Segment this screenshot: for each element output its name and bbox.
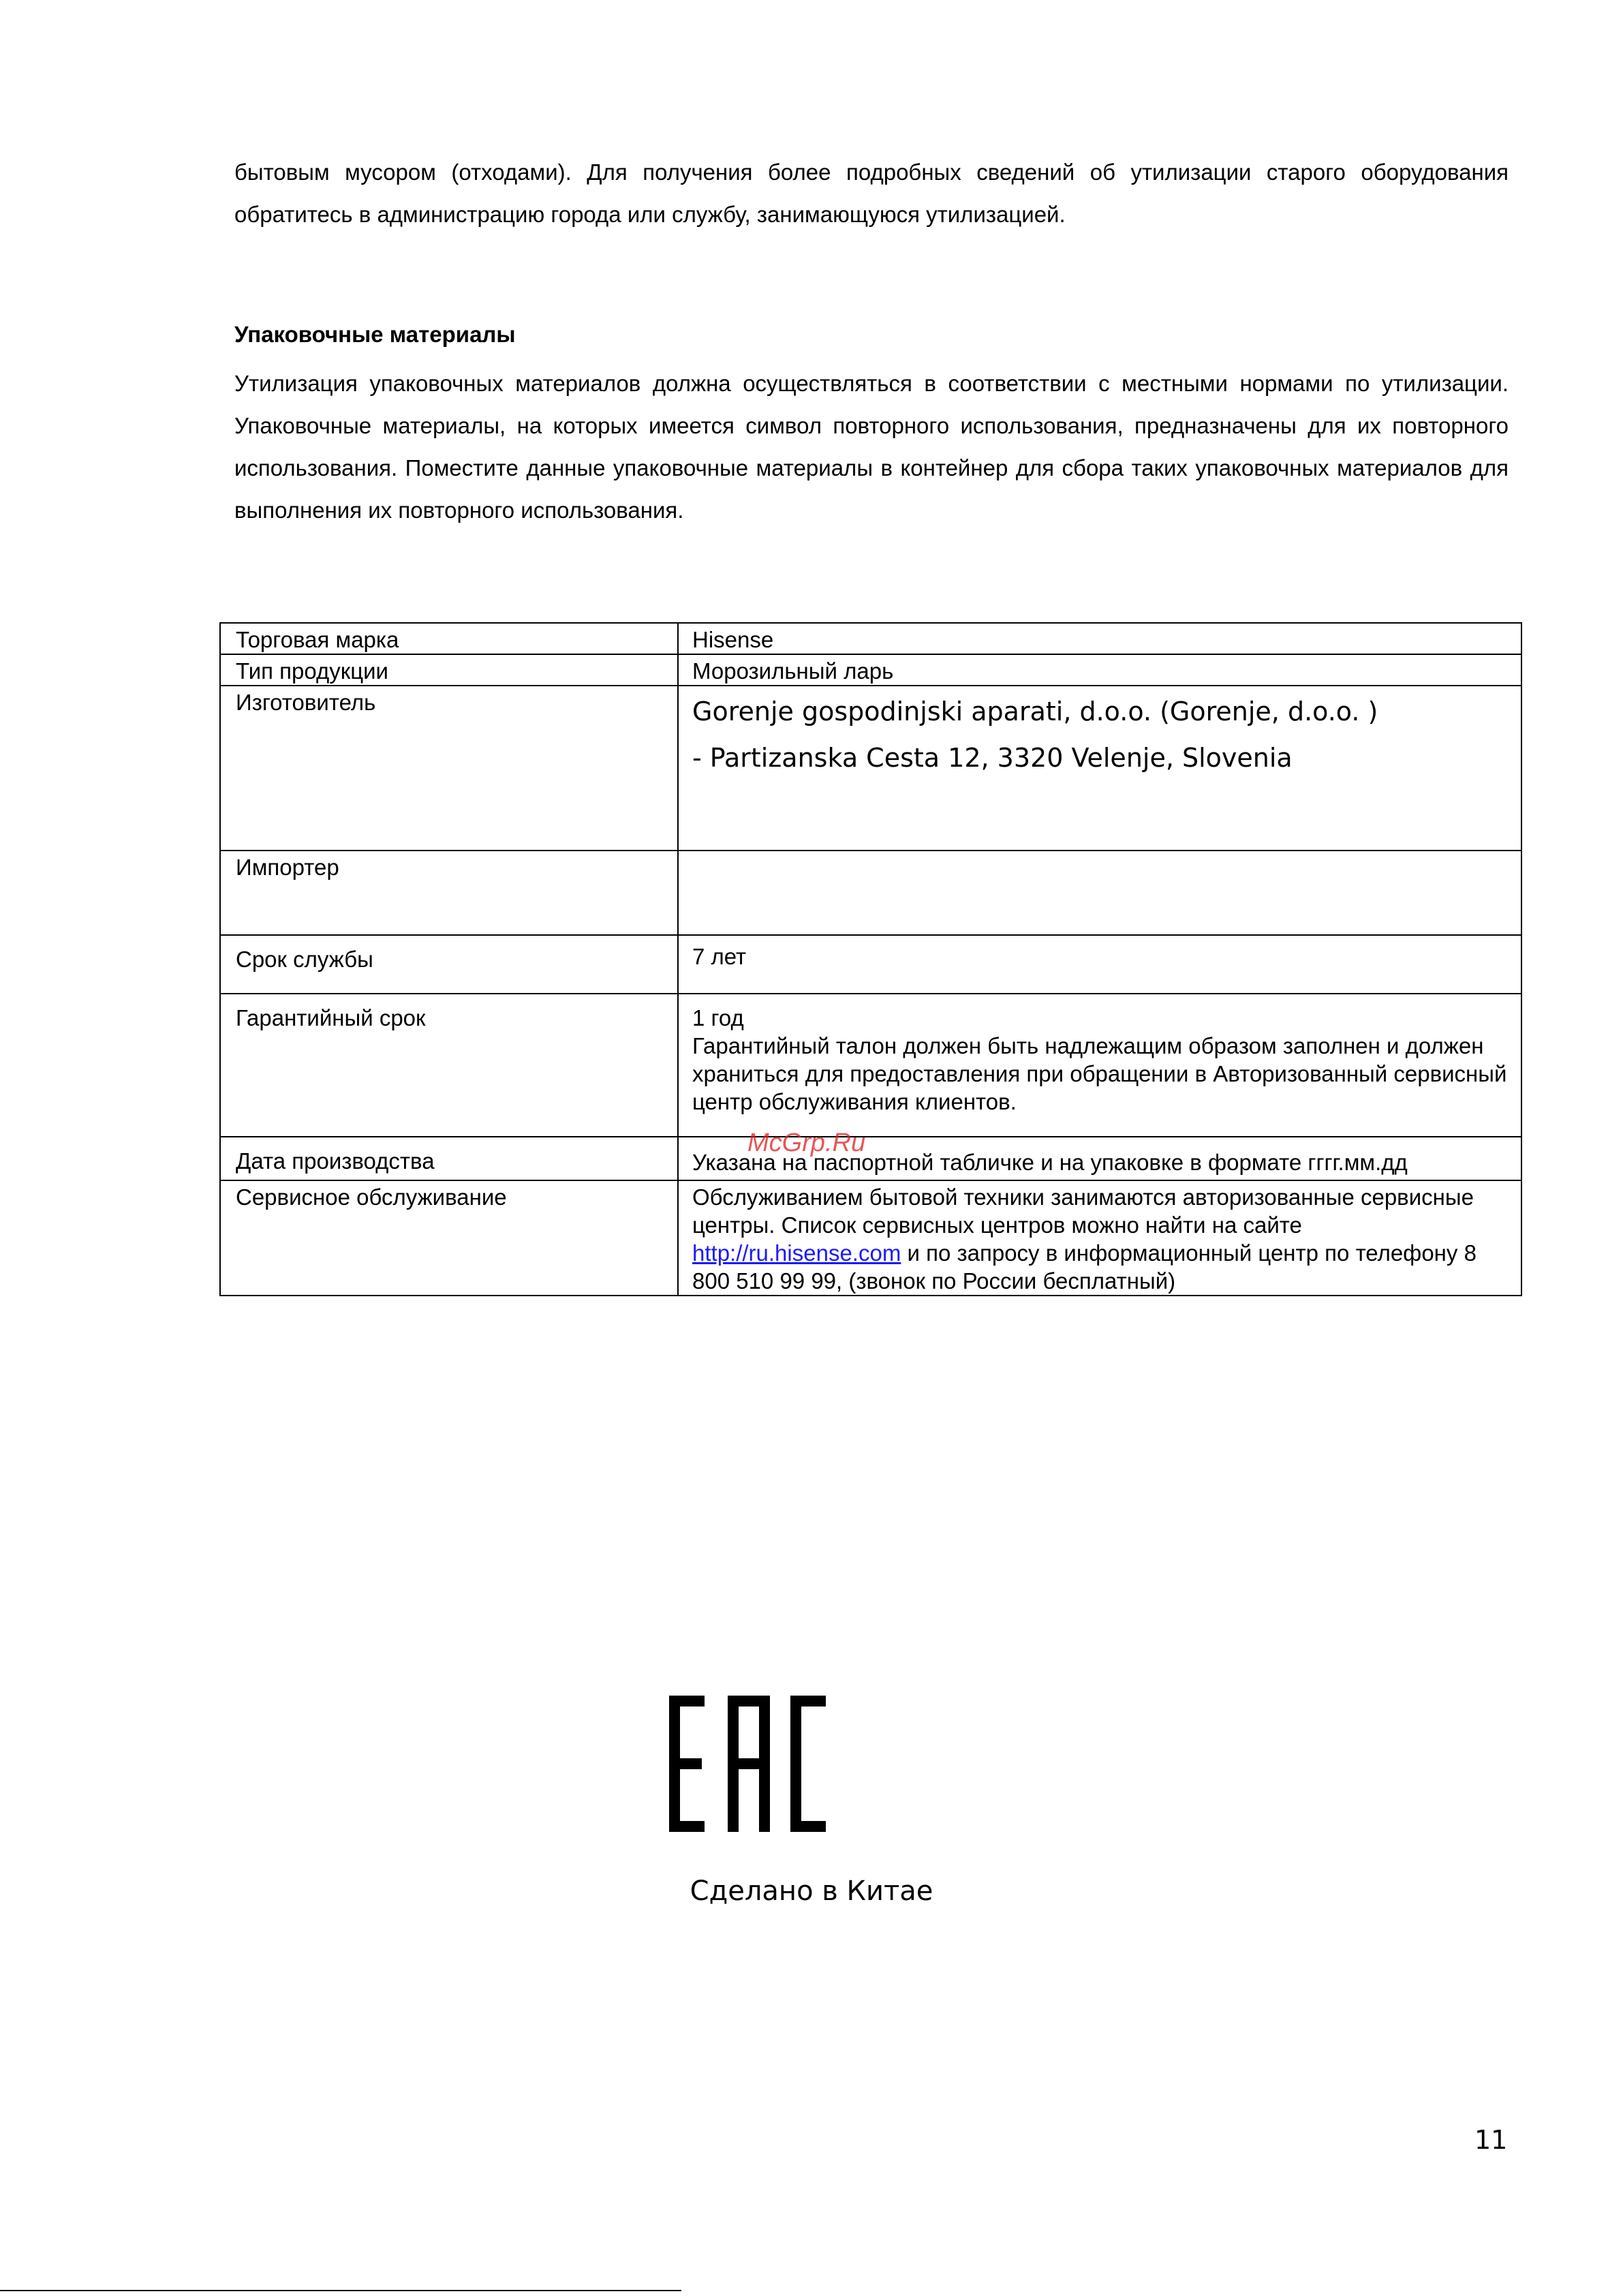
- disposal-paragraph: бытовым мусором (отходами). Для получения более подробных сведений об утилизации старого оборудования обратитесь в администрацию города или службу, занимающуюся утилизацией.: [234, 159, 1509, 227]
- packaging-paragraph: Утилизация упаковочных материалов должна осуществляться в соответствии с местными нормами по утилизации. Упаковочные материалы, на которых имеется символ повторного использования, предназначены для их повторного использования. Поместите данные упаковочные материалы в контейнер для сбора таких упаковочных материалов для выполнения их повторного использования.: [234, 371, 1509, 523]
- packaging-heading: Упаковочные материалы: [234, 322, 516, 347]
- importer-label: Импортер: [220, 851, 678, 935]
- made-in-label: Сделано в Китае: [690, 1876, 933, 1907]
- table-row: [220, 935, 1521, 994]
- type-value: Морозильный ларь: [678, 654, 1521, 686]
- production-date-label: Дата производства: [220, 1137, 678, 1180]
- watermark: McGrp.Ru: [747, 1129, 866, 1157]
- warranty-period: 1 год: [692, 1005, 744, 1030]
- manufacturer-address: - Partizanska Cesta 12, 3320 Velenje, Slovenia: [692, 743, 1293, 773]
- manufacturer-label: Изготовитель: [220, 686, 678, 851]
- table-row: [220, 1180, 1521, 1296]
- warranty-value: [678, 994, 1521, 1137]
- service-text: Обслуживанием бытовой техники занимаются авторизованные сервисные центры. Список сервисных центров можно найти на сайте: [692, 1184, 1474, 1238]
- table-row: [220, 686, 1521, 851]
- service-phone-text: и по запросу в информационный центр по телефону 8 800 510 99 99, (звонок по России бесплатный): [692, 1240, 1477, 1294]
- brand-label: Торговая марка: [220, 623, 678, 654]
- table-row: [220, 851, 1521, 935]
- service-link[interactable]: http://ru.hisense.com: [692, 1240, 901, 1266]
- manufacturer-value: [678, 686, 1521, 851]
- table-row: [220, 1137, 1521, 1180]
- table-row: [220, 654, 1521, 686]
- importer-value: [678, 851, 1521, 935]
- service-value: [678, 1180, 1521, 1296]
- lifetime-value: 7 лет: [678, 935, 1521, 994]
- production-date-value: Указана на паспортной табличке и на упаковке в формате гггг.мм.дд: [678, 1137, 1521, 1180]
- lifetime-label: Срок службы: [220, 935, 678, 994]
- warranty-note: Гарантийный талон должен быть надлежащим образом заполнен и должен храниться для предоставления при обращении в Авторизованный сервисный центр обслуживания клиентов.: [692, 1033, 1507, 1114]
- warranty-label: Гарантийный срок: [220, 994, 678, 1137]
- type-label: Тип продукции: [220, 654, 678, 686]
- page-number: 11: [1474, 2125, 1508, 2155]
- eac-logo: [669, 1696, 826, 1832]
- service-label: Сервисное обслуживание: [220, 1180, 678, 1296]
- table-row: [220, 994, 1521, 1137]
- table-row: [220, 623, 1521, 654]
- manufacturer-name: Gorenje gospodinjski aparati, d.o.o. (Gorenje, d.o.o. ): [692, 697, 1378, 726]
- footer-divider: [0, 2290, 681, 2291]
- product-info-table: [219, 622, 1522, 1296]
- brand-value: Hisense: [678, 623, 1521, 654]
